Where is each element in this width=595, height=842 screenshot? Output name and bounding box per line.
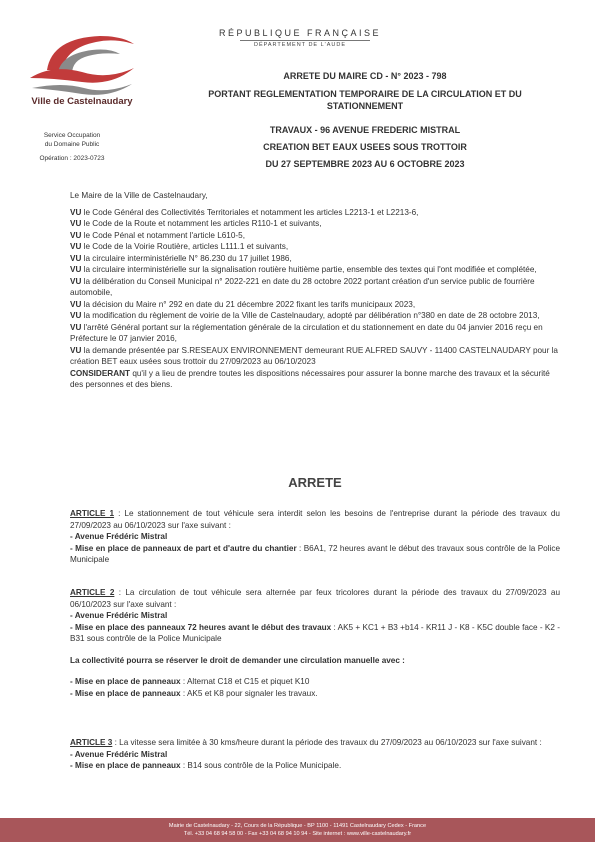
works-period: DU 27 SEPTEMBRE 2023 AU 6 OCTOBRE 2023 [265, 159, 465, 169]
vu-item: VU la modification du règlement de voirie de la Ville de Castelnaudary, adopté par délibération n°380 en date de 28 octobre 2013, [70, 311, 540, 320]
vu-item: VU la demande présentée par S.RESEAUX ENVIRONNEMENT demeurant RUE ALFRED SAUVY - 11400 CASTELNAUDARY pour la création BET eaux usées sous trottoir du 27/09/2023 au 06/10/2023 [70, 345, 558, 366]
footer-contact: Tél. +33 04 68 94 58 00 - Fax +33 04 68 94 10 94 - Site internet : www.ville-castelnaudary.fr [183, 831, 412, 837]
article-3: ARTICLE 3 : La vitesse sera limitée à 30 kms/heure durant la période des travaux du 27/09/2023 au 06/10/2023 sur l'axe suivant : - Avenue Frédéric Mistral - Mise en place de panneaux : B14 sous contrôle de la Police Municipale. [70, 738, 542, 770]
article-2: ARTICLE 2 : La circulation de tout véhicule sera alternée par feux tricolores durant la période des travaux du 27/09/2023 au 06/10/2023 sur l'axe suivant : - Avenue Frédéric Mistral - Mise en place des panneaux 72 heures avant le début des travaux : AK5 + KC1 + B3 +b14 - KR11 J - K8 - K5C double face - K2 - B31 sous contrôle de la Police Municipale La collectivité pourra se réserver le droit de demander une circulation manuelle avec : - Mise en place de panneaux : Alternat C18 et C15 et piquet K10 - Mise en place de panneaux : AK5 et K8 pour signaler les travaux. [70, 588, 560, 698]
town-logo-icon [22, 28, 142, 100]
vu-item: VU le Code Général des Collectivités Territoriales et notamment les articles L2213-1 et L2213-6, [70, 207, 419, 217]
vu-item: VU le Code de la Route et notamment les articles R110-1 et suivants, [70, 219, 322, 228]
department-heading: DÉPARTEMENT DE L'AUDE [253, 42, 347, 48]
works-description: CREATION BET EAUX USEES SOUS TROTTOIR [263, 142, 467, 152]
service-label: Service Occupation du Domaine Public [43, 132, 101, 148]
vu-item: VU le Code de la Voirie Routière, articles L111.1 et suivants, [70, 242, 289, 251]
decree-subject-2: STATIONNEMENT [326, 101, 404, 111]
footer [0, 818, 595, 842]
arrete-heading: ARRETE [288, 475, 342, 490]
vu-item: VU la délibération du Conseil Municipal n° 2022-221 en date du 28 octobre 2022 portant création d'un service public de fourrière automobile, [70, 276, 535, 297]
preamble [70, 190, 560, 391]
footer-address: Mairie de Castelnaudary - 22, Cours de la République - BP 1100 - 11491 Castelnaudary Cedex - France [168, 823, 427, 829]
operation-number: Opération : 2023-0723 [39, 155, 105, 162]
considerant: CONSIDERANT qu'il y a lieu de prendre toutes les dispositions nécessaires pour assurer la bonne marche des travaux et la sécurité des personnes et des biens. [70, 368, 550, 389]
article-1: ARTICLE 1 : Le stationnement de tout véhicule sera interdit selon les besoins de l'entreprise durant la période des travaux du 27/09/2023 au 06/10/2023 sur l'axe suivant : - Avenue Frédéric Mistral - Mise en place de panneaux de part et d'autre du chantier : B6A1, 72 heures avant le début des travaux sous contrôle de la Police Municipale [70, 509, 561, 564]
decree-subject-1: PORTANT REGLEMENTATION TEMPORAIRE DE LA CIRCULATION ET DU [208, 89, 522, 99]
vu-item: VU la circulaire interministérielle N° 86.230 du 17 juillet 1986, [70, 253, 292, 263]
vu-item: VU l'arrêté Général portant sur la réglementation générale de la circulation et du stationnement en date du 04 janvier 2016 reçu en Préfecture le 07 janvier 2016, [70, 322, 543, 343]
vu-item: VU la décision du Maire n° 292 en date du 21 décembre 2022 fixant les tarifs municipaux 2023, [70, 299, 416, 309]
vu-item: VU la circulaire interministérielle sur la signalisation routière huitième partie, ensemble des textes qui l'ont modifiée et complétée, [70, 265, 537, 274]
preamble-intro: Le Maire de la Ville de Castelnaudary, [70, 191, 208, 200]
works-location: TRAVAUX - 96 AVENUE FREDERIC MISTRAL [269, 125, 461, 135]
header-rule [240, 40, 370, 41]
vu-list [70, 207, 560, 368]
town-name: Ville de Castelnaudary [31, 96, 133, 107]
vu-item: VU le Code Pénal et notamment l'article L610-5, [70, 230, 245, 240]
decree-number: ARRETE DU MAIRE CD - N° 2023 - 798 [283, 71, 447, 81]
republic-heading: RÉPUBLIQUE FRANÇAISE [218, 28, 382, 38]
